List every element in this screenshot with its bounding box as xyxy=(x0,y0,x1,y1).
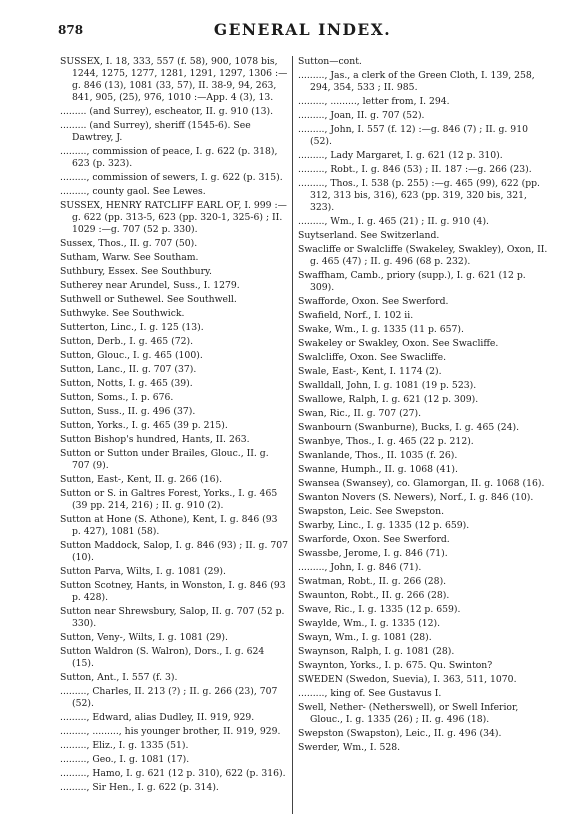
index-entry: ........., Thos., I. 538 (p. 255) :—g. 465 (99), 622 (pp. 312, 313 bis, 316), 623 (pp. 319, 320 bis, 321, 323). xyxy=(298,178,540,213)
index-entry: Sutton, Derb., I. g. 465 (72). xyxy=(60,336,194,347)
index-entry: ........., Sir Hen., I. g. 622 (p. 314). xyxy=(60,782,219,793)
index-entry: ........., county gaol. See Lewes. xyxy=(60,186,206,197)
index-entry: Swafforde, Oxon. See Swerford. xyxy=(298,296,449,307)
index-entry: ........., Geo., I. g. 1081 (17). xyxy=(60,754,190,765)
index-entry: SWEDEN (Swedon, Suevia), I. 363, 511, 1070. xyxy=(298,674,517,685)
index-entry: Sussex, Thos., II. g. 707 (50). xyxy=(60,238,198,249)
index-entry: Swanlande, Thos., II. 1035 (f. 26). xyxy=(298,450,458,461)
index-entry: ........., John, I. g. 846 (71). xyxy=(298,562,422,573)
column-divider xyxy=(292,56,293,814)
index-entry: Sutton—cont. xyxy=(298,56,362,67)
index-entry: ........., Robt., I. g. 846 (53) ; II. 187 :—g. 266 (23). xyxy=(298,164,532,175)
index-entry: Sutton, Yorks., I. g. 465 (39 p. 215). xyxy=(60,420,228,431)
index-entry: Sutton, Lanc., II. g. 707 (37). xyxy=(60,364,197,375)
index-entry: Swaynton, Yorks., I. p. 675. Qu. Swinton? xyxy=(298,660,493,671)
index-entry: Swanbye, Thos., I. g. 465 (22 p. 212). xyxy=(298,436,474,447)
index-entry: Swayn, Wm., I. g. 1081 (28). xyxy=(298,632,432,643)
index-entry: Suthbury, Essex. See Southbury. xyxy=(60,266,212,277)
index-entry: Sutton, Suss., II. g. 496 (37). xyxy=(60,406,196,417)
index-entry: Sutton, Glouc., I. g. 465 (100). xyxy=(60,350,203,361)
index-entry: Sutton, Veny-, Wilts, I. g. 1081 (29). xyxy=(60,632,228,643)
index-entry: Swanton Novers (S. Newers), Norf., I. g. 846 (10). xyxy=(298,492,534,503)
index-entry: Swakeley or Swakley, Oxon. See Swacliffe. xyxy=(298,338,499,349)
left-index-column xyxy=(60,56,288,796)
index-entry: Swassbe, Jerome, I. g. 846 (71). xyxy=(298,548,448,559)
index-entry: SUSSEX, HENRY RATCLIFF EARL OF, I. 999 :—g. 622 (pp. 313-5, 623 (pp. 320-1, 325-6) ; II. 1029 :—g. 707 (52 p. 330). xyxy=(60,200,287,235)
index-entry: ........., Hamo, I. g. 621 (12 p. 310), 622 (p. 316). xyxy=(60,768,286,779)
index-entry: Swell, Nether- (Netherswell), or Swell Inferior, Glouc., I. g. 1335 (26) ; II. g. 496 (18). xyxy=(298,702,519,725)
index-entry: Swatman, Robt., II. g. 266 (28). xyxy=(298,576,447,587)
index-entry: ........., Jas., a clerk of the Green Cloth, I. 139, 258, 294, 354, 533 ; II. 985. xyxy=(298,70,535,93)
index-entry: Swaffham, Camb., priory (supp.), I. g. 621 (12 p. 309). xyxy=(298,270,526,293)
index-entry: Sutton at Hone (S. Athone), Kent, I. g. 846 (93 p. 427), 1081 (58). xyxy=(60,514,278,537)
index-entry: ......... (and Surrey), escheator, II. g. 910 (13). xyxy=(60,106,274,117)
right-index-column xyxy=(298,56,550,756)
index-entry: ........., Lady Margaret, I. g. 621 (12 p. 310). xyxy=(298,150,503,161)
index-entry: Sutton, Ant., I. 557 (f. 3). xyxy=(60,672,178,683)
index-entry: Swapston, Leic. See Swepston. xyxy=(298,506,445,517)
index-entry: Sutton Scotney, Hants, in Wonston, I. g. 846 (93 p. 428). xyxy=(60,580,286,603)
index-entry: Swacliffe or Swalcliffe (Swakeley, Swakley), Oxon, II. g. 465 (47) ; II. g. 496 (68 p. 232). xyxy=(298,244,548,267)
index-entry: Swan, Ric., II. g. 707 (27). xyxy=(298,408,422,419)
index-entry: Sutton, Soms., I. p. 676. xyxy=(60,392,174,403)
index-entry: Swallowe, Ralph, I. g. 621 (12 p. 309). xyxy=(298,394,479,405)
index-entry: Sutton Parva, Wilts, I. g. 1081 (29). xyxy=(60,566,226,577)
index-entry: Swarby, Linc., I. g. 1335 (12 p. 659). xyxy=(298,520,470,531)
index-entry: ........., commission of sewers, I. g. 622 (p. 315). xyxy=(60,172,283,183)
index-entry: Sutton Maddock, Salop, I. g. 846 (93) ; II. g. 707 (10). xyxy=(60,540,289,563)
index-entry: ........., commission of peace, I. g. 622 (p. 318), 623 (p. 323). xyxy=(60,146,278,169)
index-entry: Swafield, Norf., I. 102 ii. xyxy=(298,310,414,321)
page-title: GENERAL INDEX. xyxy=(213,20,392,39)
index-entry: ........., ........., letter from, I. 294. xyxy=(298,96,450,107)
index-entry: Swale, East-, Kent, I. 1174 (2). xyxy=(298,366,442,377)
index-entry: ......... (and Surrey), sheriff (1545-6). See Dawtrey, J. xyxy=(60,120,251,143)
index-entry: Sutton or S. in Galtres Forest, Yorks., I. g. 465 (39 pp. 214, 216) ; II. g. 910 (2). xyxy=(60,488,278,511)
index-entry: Swepston (Swapston), Leic., II. g. 496 (34). xyxy=(298,728,502,739)
index-entry: Suthwell or Suthewel. See Southwell. xyxy=(60,294,237,305)
index-entry: Swaunton, Robt., II. g. 266 (28). xyxy=(298,590,450,601)
index-entry: Swaylde, Wm., I. g. 1335 (12). xyxy=(298,618,441,629)
index-entry: Swake, Wm., I. g. 1335 (11 p. 657). xyxy=(298,324,464,335)
index-entry: Sutton, East-, Kent, II. g. 266 (16). xyxy=(60,474,223,485)
index-entry: Swerder, Wm., I. 528. xyxy=(298,742,401,753)
index-entry: Sutton Waldron (S. Walron), Dors., I. g. 624 (15). xyxy=(60,646,265,669)
index-entry: SUSSEX, I. 18, 333, 557 (f. 58), 900, 1078 bis, 1244, 1275, 1277, 1281, 1291, 1297, 1306 :—g. 846 (13), 1081 (33, 57), II. 38-9, 94, 263, 841, 905, (25), 976, 1010 :—App. 4 (3), 13. xyxy=(60,56,288,103)
index-entry: ........., John, I. 557 (f. 12) :—g. 846 (7) ; II. g. 910 (52). xyxy=(298,124,528,147)
index-entry: ........., king of. See Gustavus I. xyxy=(298,688,442,699)
index-entry: Swanbourn (Swanburne), Bucks, I. g. 465 (24). xyxy=(298,422,520,433)
index-entry: ........., Edward, alias Dudley, II. 919, 929. xyxy=(60,712,255,723)
index-entry: Swaynson, Ralph, I. g. 1081 (28). xyxy=(298,646,455,657)
index-entry: Swarforde, Oxon. See Swerford. xyxy=(298,534,450,545)
index-entry: Sutton Bishop's hundred, Hants, II. 263. xyxy=(60,434,250,445)
index-entry: ........., Eliz., I. g. 1335 (51). xyxy=(60,740,189,751)
index-entry: Sutton near Shrewsbury, Salop, II. g. 707 (52 p. 330). xyxy=(60,606,285,629)
index-entry: Sutterton, Linc., I. g. 125 (13). xyxy=(60,322,204,333)
page-header xyxy=(58,20,547,42)
index-entry: Sutham, Warw. See Southam. xyxy=(60,252,199,263)
index-entry: ........., Wm., I. g. 465 (21) ; II. g. 910 (4). xyxy=(298,216,489,227)
index-entry: Suthwyke. See Southwick. xyxy=(60,308,185,319)
index-entry: ........., Charles, II. 213 (?) ; II. g. 266 (23), 707 (52). xyxy=(60,686,278,709)
index-entry: Sutton, Notts, I. g. 465 (39). xyxy=(60,378,193,389)
page-number: 878 xyxy=(58,23,84,37)
index-entry: Swave, Ric., I. g. 1335 (12 p. 659). xyxy=(298,604,461,615)
index-entry: Sutton or Sutton under Brailes, Glouc., II. g. 707 (9). xyxy=(60,448,269,471)
index-entry: Sutherey near Arundel, Suss., I. 1279. xyxy=(60,280,240,291)
index-entry: ........., Joan, II. g. 707 (52). xyxy=(298,110,425,121)
index-entry: Swalcliffe, Oxon. See Swacliffe. xyxy=(298,352,447,363)
index-entry: Swalldall, John, I. g. 1081 (19 p. 523). xyxy=(298,380,477,391)
index-entry: ........., ........., his younger brother, II. 919, 929. xyxy=(60,726,281,737)
index-entry: Swansea (Swansey), co. Glamorgan, II. g. 1068 (16). xyxy=(298,478,545,489)
index-entry: Suytserland. See Switzerland. xyxy=(298,230,440,241)
index-entry: Swanne, Humph., II. g. 1068 (41). xyxy=(298,464,458,475)
